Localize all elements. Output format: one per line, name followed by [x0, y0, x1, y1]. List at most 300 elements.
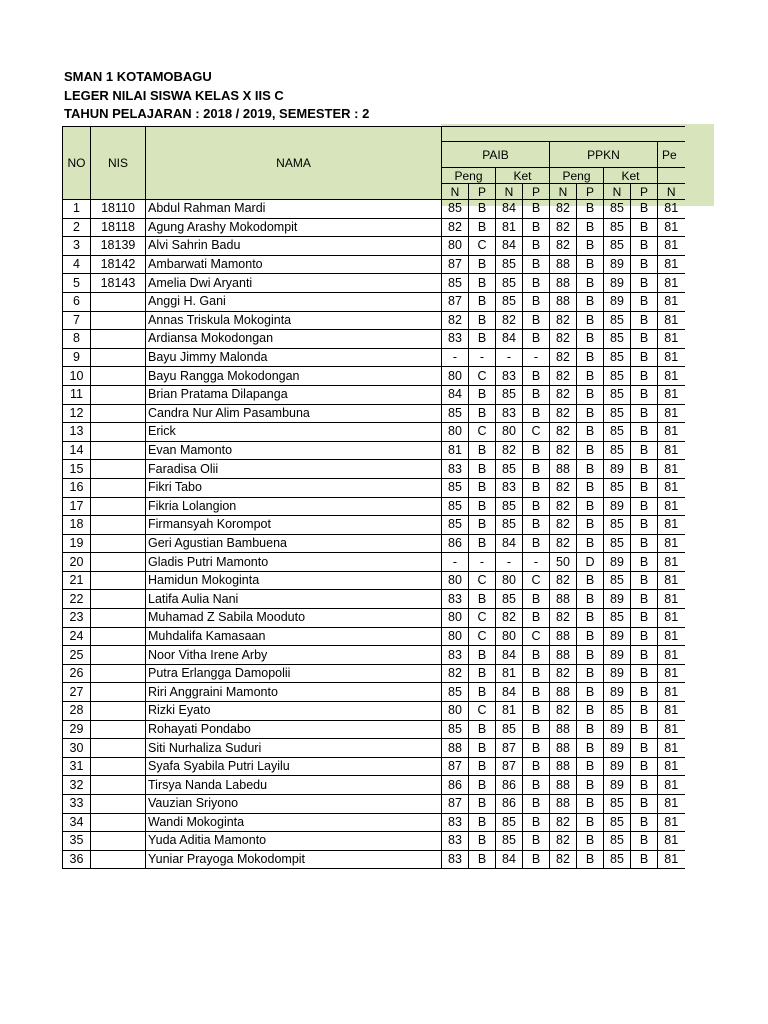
- paib-peng-p: B: [469, 646, 496, 665]
- paib-ket-n: 84: [496, 646, 523, 665]
- ppkn-ket-n: 89: [604, 590, 631, 609]
- ppkn-peng-n: 88: [550, 590, 577, 609]
- ppkn-peng-p: B: [577, 460, 604, 479]
- row-nama: Agung Arashy Mokodompit: [146, 218, 442, 237]
- paib-ket-n: 85: [496, 255, 523, 274]
- ppkn-peng-n: 88: [550, 646, 577, 665]
- school-name: SMAN 1 KOTAMOBAGU: [64, 69, 212, 84]
- paib-peng-n: -: [442, 553, 469, 572]
- pe-peng-n: 81: [658, 330, 685, 349]
- ppkn-ket-p: B: [631, 311, 658, 330]
- row-nama: Faradisa Olii: [146, 460, 442, 479]
- row-no: 29: [63, 720, 91, 739]
- row-no: 19: [63, 534, 91, 553]
- paib-peng-p: C: [469, 627, 496, 646]
- ppkn-ket-p: B: [631, 646, 658, 665]
- row-nama: Amelia Dwi Aryanti: [146, 274, 442, 293]
- paib-peng-n: 80: [442, 571, 469, 590]
- ppkn-peng-n: 88: [550, 627, 577, 646]
- ppkn-peng-n: 82: [550, 832, 577, 851]
- ppkn-ket-p: B: [631, 757, 658, 776]
- paib-peng-n: 80: [442, 609, 469, 628]
- ppkn-ket-n: 85: [604, 478, 631, 497]
- paib-peng-n: 83: [442, 832, 469, 851]
- pe-peng-n: 81: [658, 516, 685, 535]
- paib-ket-n: 87: [496, 757, 523, 776]
- paib-peng-n: 83: [442, 330, 469, 349]
- table-row: [63, 813, 685, 832]
- ppkn-peng-p: B: [577, 497, 604, 516]
- row-nis: [91, 423, 146, 442]
- ppkn-peng-n: 82: [550, 404, 577, 423]
- paib-peng-p: C: [469, 702, 496, 721]
- paib-ket-p: B: [523, 702, 550, 721]
- table-row: [63, 683, 685, 702]
- paib-peng-p: B: [469, 255, 496, 274]
- paib-ket-p: C: [523, 423, 550, 442]
- grade-rows: [63, 200, 685, 869]
- paib-peng-p: B: [469, 850, 496, 869]
- ppkn-peng-p: B: [577, 776, 604, 795]
- ppkn-peng-p: B: [577, 311, 604, 330]
- paib-peng-n: 80: [442, 627, 469, 646]
- paib-peng-n: 85: [442, 516, 469, 535]
- paib-ket-p: B: [523, 311, 550, 330]
- row-nama: Latifa Aulia Nani: [146, 590, 442, 609]
- table-row: [63, 218, 685, 237]
- row-nama: Siti Nurhaliza Suduri: [146, 739, 442, 758]
- col-nama-header: NAMA: [146, 127, 442, 200]
- paib-peng-n: 85: [442, 200, 469, 219]
- table-row: [63, 609, 685, 628]
- paib-ket-p: B: [523, 478, 550, 497]
- paib-peng-n: 83: [442, 590, 469, 609]
- paib-peng-p: B: [469, 683, 496, 702]
- pe-peng-n: 81: [658, 218, 685, 237]
- row-nis: 18143: [91, 274, 146, 293]
- n-header: N: [658, 184, 685, 200]
- ppkn-peng-n: 82: [550, 218, 577, 237]
- ppkn-peng-p: B: [577, 813, 604, 832]
- row-nama: Putra Erlangga Damopolii: [146, 664, 442, 683]
- ppkn-ket-n: 89: [604, 274, 631, 293]
- row-nama: Candra Nur Alim Pasambuna: [146, 404, 442, 423]
- row-no: 5: [63, 274, 91, 293]
- ppkn-ket-p: B: [631, 776, 658, 795]
- row-nis: [91, 571, 146, 590]
- paib-ket-p: B: [523, 237, 550, 256]
- table-row: [63, 850, 685, 869]
- row-no: 15: [63, 460, 91, 479]
- ppkn-peng-n: 82: [550, 441, 577, 460]
- table-row: [63, 311, 685, 330]
- ppkn-peng-p: B: [577, 609, 604, 628]
- row-no: 10: [63, 367, 91, 386]
- row-no: 35: [63, 832, 91, 851]
- paib-peng-p: B: [469, 664, 496, 683]
- ppkn-peng-p: B: [577, 478, 604, 497]
- row-nis: 18139: [91, 237, 146, 256]
- table-row: [63, 553, 685, 572]
- table-row: [63, 423, 685, 442]
- ppkn-ket-n: 85: [604, 516, 631, 535]
- ppkn-ket-header: Ket: [604, 168, 658, 184]
- ppkn-ket-p: B: [631, 534, 658, 553]
- pe-peng-n: 81: [658, 237, 685, 256]
- ppkn-peng-p: B: [577, 330, 604, 349]
- paib-peng-n: 83: [442, 646, 469, 665]
- ppkn-ket-n: 89: [604, 683, 631, 702]
- row-no: 14: [63, 441, 91, 460]
- row-nis: [91, 739, 146, 758]
- row-nama: Hamidun Mokoginta: [146, 571, 442, 590]
- row-nama: Alvi Sahrin Badu: [146, 237, 442, 256]
- table-row: [63, 571, 685, 590]
- table-row: [63, 478, 685, 497]
- row-nama: Rizki Eyato: [146, 702, 442, 721]
- table-row: [63, 646, 685, 665]
- paib-peng-n: 87: [442, 255, 469, 274]
- col-no-header: NO: [63, 127, 91, 200]
- paib-ket-p: B: [523, 274, 550, 293]
- ppkn-peng-n: 88: [550, 739, 577, 758]
- ppkn-ket-p: B: [631, 850, 658, 869]
- row-nis: [91, 813, 146, 832]
- ppkn-ket-p: B: [631, 609, 658, 628]
- paib-ket-n: 82: [496, 609, 523, 628]
- row-nis: [91, 795, 146, 814]
- paib-peng-n: 85: [442, 478, 469, 497]
- paib-peng-p: B: [469, 497, 496, 516]
- ppkn-peng-n: 82: [550, 534, 577, 553]
- pe-peng-n: 81: [658, 757, 685, 776]
- table-row: [63, 497, 685, 516]
- table-row: [63, 776, 685, 795]
- ppkn-ket-p: B: [631, 200, 658, 219]
- row-nama: Geri Agustian Bambuena: [146, 534, 442, 553]
- ppkn-peng-n: 82: [550, 385, 577, 404]
- grades-table: [62, 126, 685, 869]
- ppkn-ket-n: 89: [604, 627, 631, 646]
- ppkn-ket-n: 89: [604, 757, 631, 776]
- p-header: P: [523, 184, 550, 200]
- table-row: [63, 627, 685, 646]
- paib-ket-n: 85: [496, 460, 523, 479]
- paib-peng-n: 84: [442, 385, 469, 404]
- paib-ket-p: B: [523, 776, 550, 795]
- paib-ket-n: 84: [496, 850, 523, 869]
- row-nama: Erick: [146, 423, 442, 442]
- subject-pe-header: Pe: [658, 142, 685, 168]
- row-nama: Anggi H. Gani: [146, 292, 442, 311]
- ppkn-peng-n: 82: [550, 609, 577, 628]
- ppkn-peng-p: B: [577, 795, 604, 814]
- paib-ket-p: B: [523, 609, 550, 628]
- p-header: P: [469, 184, 496, 200]
- paib-peng-n: 85: [442, 404, 469, 423]
- row-nis: [91, 646, 146, 665]
- table-row: [63, 832, 685, 851]
- table-row: [63, 348, 685, 367]
- paib-peng-header: Peng: [442, 168, 496, 184]
- pe-peng-n: 81: [658, 404, 685, 423]
- paib-peng-p: C: [469, 423, 496, 442]
- paib-peng-p: B: [469, 330, 496, 349]
- ppkn-peng-p: B: [577, 423, 604, 442]
- ppkn-peng-p: B: [577, 218, 604, 237]
- paib-ket-n: 83: [496, 367, 523, 386]
- pe-peng-n: 81: [658, 460, 685, 479]
- p-header: P: [631, 184, 658, 200]
- ppkn-peng-n: 82: [550, 348, 577, 367]
- ppkn-peng-p: B: [577, 646, 604, 665]
- paib-ket-n: 84: [496, 534, 523, 553]
- paib-ket-p: B: [523, 739, 550, 758]
- paib-peng-n: 87: [442, 795, 469, 814]
- row-no: 9: [63, 348, 91, 367]
- ppkn-peng-p: B: [577, 627, 604, 646]
- paib-peng-p: B: [469, 776, 496, 795]
- paib-ket-p: B: [523, 367, 550, 386]
- ppkn-peng-p: B: [577, 292, 604, 311]
- row-nama: Fikria Lolangion: [146, 497, 442, 516]
- ppkn-peng-n: 88: [550, 292, 577, 311]
- paib-peng-n: 85: [442, 274, 469, 293]
- paib-peng-n: 80: [442, 702, 469, 721]
- ppkn-ket-n: 85: [604, 832, 631, 851]
- row-nama: Bayu Jimmy Malonda: [146, 348, 442, 367]
- row-nama: Yuniar Prayoga Mokodompit: [146, 850, 442, 869]
- paib-peng-p: -: [469, 553, 496, 572]
- pe-peng-header: [658, 168, 685, 184]
- ppkn-peng-n: 82: [550, 237, 577, 256]
- ppkn-ket-n: 85: [604, 423, 631, 442]
- paib-ket-n: 86: [496, 776, 523, 795]
- row-no: 26: [63, 664, 91, 683]
- ppkn-ket-n: 85: [604, 534, 631, 553]
- ppkn-ket-n: 85: [604, 237, 631, 256]
- paib-peng-p: B: [469, 813, 496, 832]
- row-no: 21: [63, 571, 91, 590]
- pe-peng-n: 81: [658, 664, 685, 683]
- row-nama: Wandi Mokoginta: [146, 813, 442, 832]
- pe-peng-n: 81: [658, 311, 685, 330]
- ppkn-peng-p: B: [577, 404, 604, 423]
- table-row: [63, 255, 685, 274]
- paib-ket-n: 80: [496, 627, 523, 646]
- ppkn-ket-n: 89: [604, 255, 631, 274]
- paib-peng-p: B: [469, 832, 496, 851]
- paib-ket-p: B: [523, 795, 550, 814]
- pe-peng-n: 81: [658, 609, 685, 628]
- pe-peng-n: 81: [658, 813, 685, 832]
- ppkn-ket-p: B: [631, 832, 658, 851]
- pe-peng-n: 81: [658, 850, 685, 869]
- ppkn-ket-p: B: [631, 292, 658, 311]
- row-nis: [91, 460, 146, 479]
- table-row: [63, 292, 685, 311]
- row-no: 7: [63, 311, 91, 330]
- ppkn-ket-p: B: [631, 404, 658, 423]
- paib-ket-n: 82: [496, 441, 523, 460]
- ppkn-peng-p: B: [577, 534, 604, 553]
- row-nis: 18142: [91, 255, 146, 274]
- row-nis: [91, 478, 146, 497]
- pe-peng-n: 81: [658, 255, 685, 274]
- ppkn-peng-n: 82: [550, 478, 577, 497]
- ppkn-peng-p: B: [577, 367, 604, 386]
- paib-ket-n: 85: [496, 590, 523, 609]
- paib-peng-n: 83: [442, 813, 469, 832]
- ppkn-peng-n: 88: [550, 683, 577, 702]
- ppkn-peng-p: B: [577, 590, 604, 609]
- paib-ket-p: -: [523, 348, 550, 367]
- table-row: [63, 404, 685, 423]
- ppkn-peng-header: Peng: [550, 168, 604, 184]
- paib-ket-n: 84: [496, 330, 523, 349]
- pe-peng-n: 81: [658, 832, 685, 851]
- paib-peng-p: B: [469, 385, 496, 404]
- row-no: 36: [63, 850, 91, 869]
- paib-ket-p: B: [523, 683, 550, 702]
- row-nis: [91, 311, 146, 330]
- row-nama: Firmansyah Korompot: [146, 516, 442, 535]
- row-no: 8: [63, 330, 91, 349]
- paib-peng-n: 86: [442, 534, 469, 553]
- paib-ket-p: B: [523, 385, 550, 404]
- pe-peng-n: 81: [658, 627, 685, 646]
- row-no: 22: [63, 590, 91, 609]
- ppkn-ket-p: B: [631, 385, 658, 404]
- ppkn-peng-p: B: [577, 237, 604, 256]
- paib-peng-n: 80: [442, 423, 469, 442]
- row-nis: [91, 292, 146, 311]
- ppkn-ket-p: B: [631, 255, 658, 274]
- paib-ket-p: B: [523, 664, 550, 683]
- pe-peng-n: 81: [658, 720, 685, 739]
- pe-peng-n: 81: [658, 441, 685, 460]
- ppkn-ket-p: B: [631, 478, 658, 497]
- row-nis: [91, 757, 146, 776]
- row-no: 28: [63, 702, 91, 721]
- row-nama: Muhamad Z Sabila Mooduto: [146, 609, 442, 628]
- paib-peng-n: 82: [442, 311, 469, 330]
- paib-peng-p: B: [469, 590, 496, 609]
- pe-peng-n: 81: [658, 385, 685, 404]
- pe-peng-n: 81: [658, 590, 685, 609]
- ppkn-ket-p: B: [631, 664, 658, 683]
- row-nis: [91, 367, 146, 386]
- paib-ket-p: B: [523, 200, 550, 219]
- pe-peng-n: 81: [658, 534, 685, 553]
- ppkn-peng-p: B: [577, 385, 604, 404]
- pe-peng-n: 81: [658, 683, 685, 702]
- paib-ket-p: B: [523, 757, 550, 776]
- ppkn-peng-n: 82: [550, 516, 577, 535]
- row-nama: Muhdalifa Kamasaan: [146, 627, 442, 646]
- pe-peng-n: 81: [658, 423, 685, 442]
- row-nis: [91, 664, 146, 683]
- paib-ket-p: B: [523, 850, 550, 869]
- ppkn-peng-p: B: [577, 441, 604, 460]
- paib-ket-n: 85: [496, 720, 523, 739]
- ppkn-ket-n: 89: [604, 776, 631, 795]
- paib-peng-n: 87: [442, 292, 469, 311]
- row-nis: [91, 348, 146, 367]
- row-nis: [91, 385, 146, 404]
- ppkn-peng-n: 82: [550, 367, 577, 386]
- paib-ket-p: B: [523, 292, 550, 311]
- ppkn-peng-p: B: [577, 664, 604, 683]
- row-no: 3: [63, 237, 91, 256]
- paib-ket-n: 82: [496, 311, 523, 330]
- ppkn-ket-n: 85: [604, 813, 631, 832]
- ppkn-peng-p: B: [577, 720, 604, 739]
- table-row: [63, 516, 685, 535]
- paib-peng-n: -: [442, 348, 469, 367]
- n-header: N: [604, 184, 631, 200]
- paib-peng-p: B: [469, 441, 496, 460]
- ppkn-ket-p: B: [631, 813, 658, 832]
- paib-ket-n: 80: [496, 423, 523, 442]
- paib-ket-p: B: [523, 590, 550, 609]
- table-row: [63, 702, 685, 721]
- row-no: 23: [63, 609, 91, 628]
- paib-ket-n: 85: [496, 497, 523, 516]
- paib-peng-p: B: [469, 478, 496, 497]
- ppkn-ket-p: B: [631, 423, 658, 442]
- paib-peng-n: 85: [442, 683, 469, 702]
- paib-peng-p: B: [469, 292, 496, 311]
- ppkn-peng-n: 82: [550, 571, 577, 590]
- pe-peng-n: 81: [658, 553, 685, 572]
- paib-peng-p: C: [469, 367, 496, 386]
- row-nama: Rohayati Pondabo: [146, 720, 442, 739]
- ppkn-peng-n: 82: [550, 497, 577, 516]
- paib-ket-p: B: [523, 330, 550, 349]
- row-nama: Annas Triskula Mokoginta: [146, 311, 442, 330]
- ppkn-ket-n: 89: [604, 460, 631, 479]
- row-no: 1: [63, 200, 91, 219]
- row-nis: [91, 776, 146, 795]
- ppkn-ket-p: B: [631, 571, 658, 590]
- subject-paib: PAIB: [442, 142, 550, 168]
- paib-ket-p: B: [523, 516, 550, 535]
- ppkn-peng-n: 88: [550, 776, 577, 795]
- row-nama: Vauzian Sriyono: [146, 795, 442, 814]
- ppkn-peng-n: 82: [550, 850, 577, 869]
- row-no: 31: [63, 757, 91, 776]
- paib-peng-p: B: [469, 720, 496, 739]
- paib-ket-n: 81: [496, 664, 523, 683]
- paib-peng-n: 86: [442, 776, 469, 795]
- row-nis: [91, 627, 146, 646]
- paib-ket-p: B: [523, 404, 550, 423]
- paib-peng-n: 83: [442, 460, 469, 479]
- row-nis: [91, 609, 146, 628]
- pe-peng-n: 81: [658, 795, 685, 814]
- row-nama: Evan Mamonto: [146, 441, 442, 460]
- ppkn-ket-p: B: [631, 720, 658, 739]
- ppkn-peng-p: B: [577, 274, 604, 293]
- paib-ket-p: B: [523, 646, 550, 665]
- row-no: 18: [63, 516, 91, 535]
- paib-ket-p: B: [523, 720, 550, 739]
- ppkn-ket-n: 85: [604, 404, 631, 423]
- paib-peng-p: C: [469, 609, 496, 628]
- row-nama: Bayu Rangga Mokodongan: [146, 367, 442, 386]
- paib-peng-n: 85: [442, 720, 469, 739]
